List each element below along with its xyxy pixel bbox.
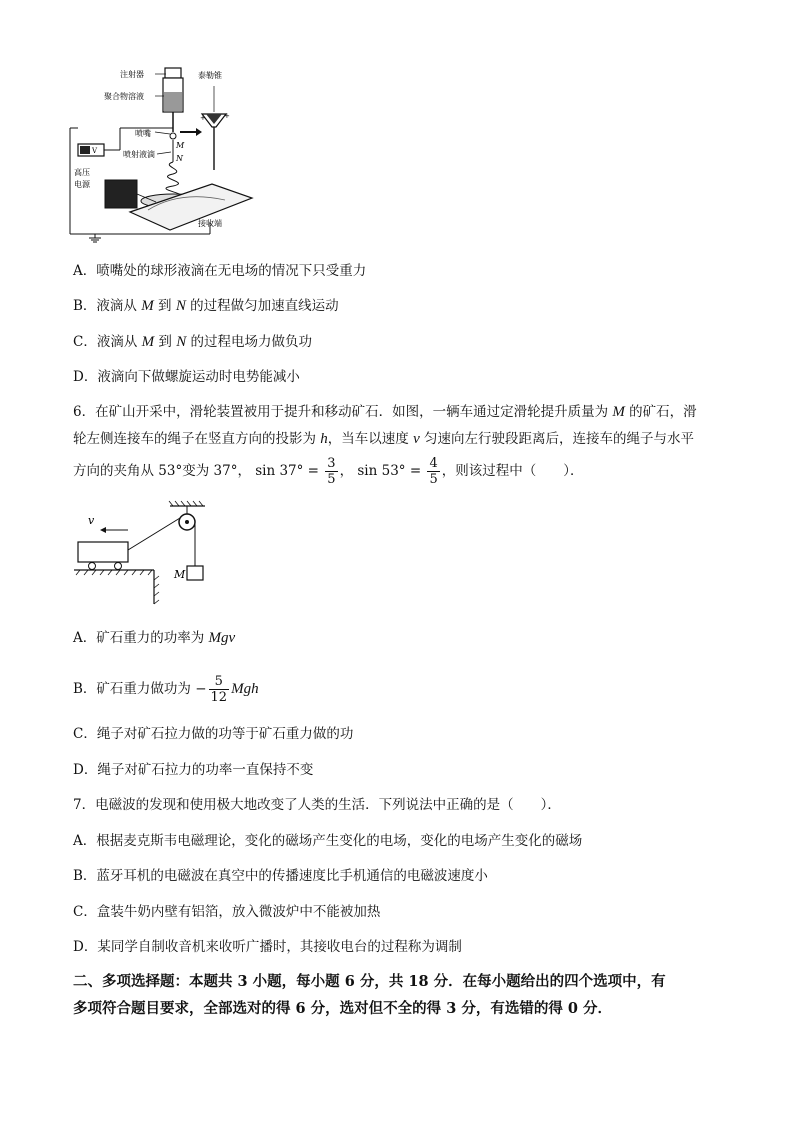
droplet-label: 喷射液滴 xyxy=(123,150,155,159)
nozzle-label: 喷嘴 xyxy=(135,129,151,138)
solution-label: 聚合物溶液 xyxy=(104,92,144,101)
svg-text:+: + xyxy=(224,112,230,120)
hv-label-1: 高压 xyxy=(74,168,90,177)
m-label: M xyxy=(176,141,185,150)
q5-option-c: C．液滴从 M 到 N 的过程电场力做负功 xyxy=(73,334,313,350)
q5-option-a: A．喷嘴处的球形液滴在无电场的情况下只受重力 xyxy=(73,263,367,279)
pulley-figure xyxy=(70,500,220,608)
fraction-4-5: $\frac{4}{5}$ xyxy=(429,456,438,487)
mass-label: M xyxy=(174,568,186,581)
q6-option-d: D．绳子对矿石拉力的功率一直保持不变 xyxy=(73,762,314,778)
section-2-heading-line-1: 二、多项选择题：本题共 3 小题，每小题 6 分，共 18 分．在每小题给出的四个选项中，有 xyxy=(73,973,666,990)
v-label: V xyxy=(92,147,98,155)
velocity-label: v xyxy=(88,514,95,527)
q6-stem-line-3: 方向的夹角从 53°变为 37°， sin 37° = $\frac{3}{5}$ ， sin 53° = $\frac{4}{5}$ ，则该过程中（ ）． xyxy=(73,456,584,487)
section-2-heading-line-2: 多项符合题目要求，全部选对的得 6 分，选对但不全的得 3 分，有选错的得 0 分． xyxy=(73,1000,613,1017)
q7-option-d: D．某同学自制收音机来收听广播时，其接收电台的过程称为调制 xyxy=(73,939,462,955)
electrospinning-figure xyxy=(60,62,260,244)
q6-stem-line-1: 6．在矿山开采中，滑轮装置被用于提升和移动矿石．如图，一辆车通过定滑轮提升质量为 M 的矿石，滑 xyxy=(73,404,697,420)
q5-option-d: D．液滴向下做螺旋运动时电势能减小 xyxy=(73,369,300,385)
q6-stem-line-2: 轮左侧连接车的绳子在竖直方向的投影为 h，当车以速度 v 匀速向左行驶段距离后，连接车的绳子与水平 xyxy=(73,431,695,447)
q7-option-b: B．蓝牙耳机的电磁波在真空中的传播速度比手机通信的电磁波速度小 xyxy=(73,868,488,884)
n-label: N xyxy=(176,154,183,163)
q6-option-c: C．绳子对矿石拉力做的功等于矿石重力做的功 xyxy=(73,726,354,742)
taylor-label: 泰勒锥 xyxy=(198,71,222,80)
q7-option-c: C．盒装牛奶内壁有铝箔，放入微波炉中不能被加热 xyxy=(73,904,381,920)
fraction-3-5: $\frac{3}{5}$ xyxy=(327,456,336,487)
q5-option-b: B．液滴从 M 到 N 的过程做匀加速直线运动 xyxy=(73,298,339,314)
svg-text:+: + xyxy=(200,114,206,122)
q6-option-a: A．矿石重力的功率为 Mgv xyxy=(73,630,236,646)
syringe-label: 注射器 xyxy=(120,70,144,79)
q7-stem: 7．电磁波的发现和使用极大地改变了人类的生活．下列说法中正确的是（ ）． xyxy=(73,797,561,813)
q7-option-a: A．根据麦克斯韦电磁理论，变化的磁场产生变化的电场，变化的电场产生变化的磁场 xyxy=(73,833,583,849)
q6-option-b: B．矿石重力做功为 − $\frac{5}{12}$ Mgh xyxy=(73,674,259,705)
fraction-5-12: $\frac{5}{12}$ xyxy=(210,674,228,705)
hv-label-2: 电源 xyxy=(74,180,90,189)
collector-label: 接收端 xyxy=(198,219,222,228)
